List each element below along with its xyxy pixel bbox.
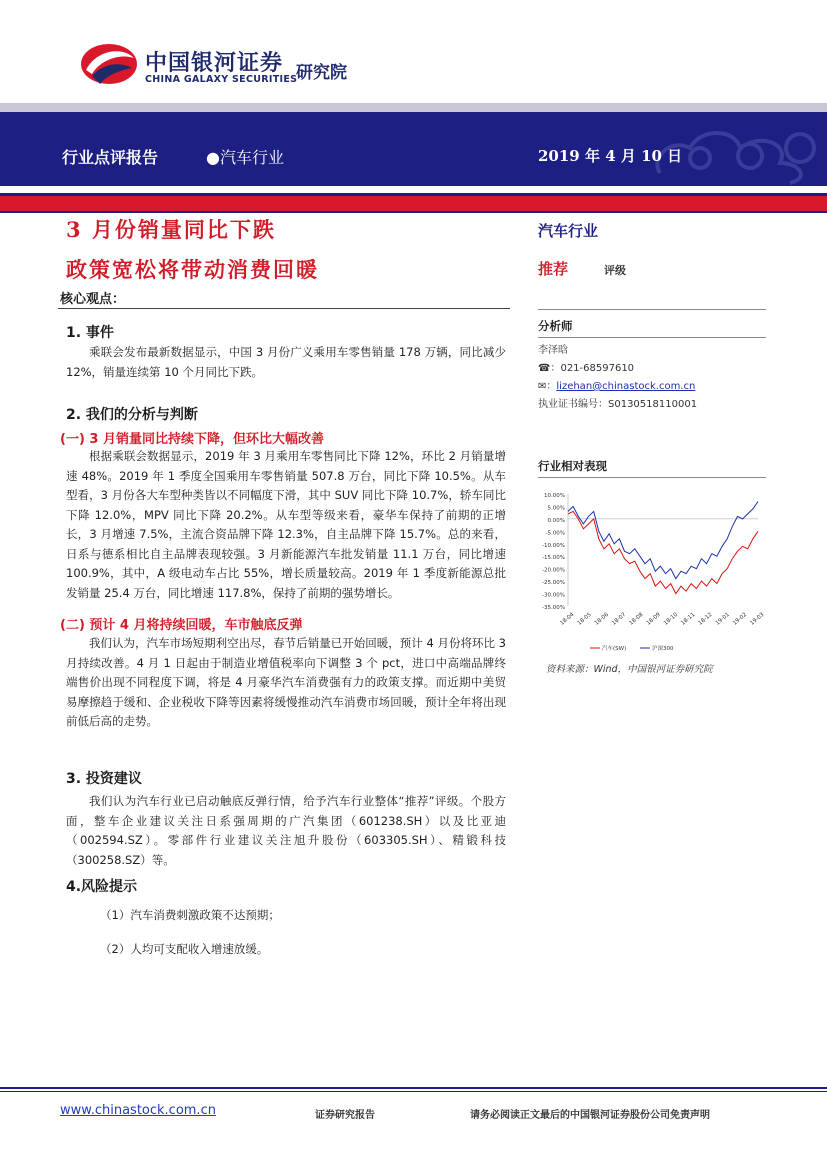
footer-disclaimer: 请务必阅读正文最后的中国银河证券股份公司免责声明 xyxy=(470,1110,710,1121)
risk-item: （2）人均可支配收入增速放缓。 xyxy=(100,942,269,956)
email-icon: ✉： xyxy=(538,381,557,392)
institute-name: 研究院 xyxy=(296,63,347,83)
section-paragraph: 我们认为，汽车市场短期利空出尽，春节后销量已开始回暖，预计 4 月份将环比 3 月持续改善。4 月 1 日起由于制造业增值税率向下调整 3 个 pct，进口中高端品牌终端售价出现不同程度下调，将是 4 月豪华汽车消费强有力的政策支撑。而近期中美贸易摩擦趋于缓和、企业税收下降等因素将缓慢推动汽车消费市场回暖，预计全年将出现前低后高的走势。 xyxy=(66,636,506,728)
x-tick-label: 18-10 xyxy=(662,611,680,627)
x-tick-label: 19-02 xyxy=(732,611,749,627)
analyst-phone: ☎：021-68597610 xyxy=(538,363,635,374)
title-line2: 政策宽松将带动消费回暖 xyxy=(66,257,319,282)
x-tick-label: 18-12 xyxy=(697,611,714,627)
banner-top-band xyxy=(0,103,827,112)
chart-source: 资料来源：Wind，中国银河证券研究院 xyxy=(546,664,713,675)
footer-rule-bottom xyxy=(0,1091,827,1092)
y-tick-label: -30.00% xyxy=(542,592,565,599)
logo xyxy=(78,40,140,88)
report-type: 行业点评报告 xyxy=(62,148,159,167)
x-tick-label: 19-01 xyxy=(714,611,731,627)
rating-value: 推荐 xyxy=(538,260,569,278)
galaxy-logo-icon xyxy=(78,40,140,88)
y-tick-label: -35.00% xyxy=(542,605,565,611)
analyst-email-row xyxy=(538,378,695,396)
rating-label: 评级 xyxy=(604,264,626,277)
y-tick-label: -25.00% xyxy=(542,580,565,587)
title-rule xyxy=(58,308,510,309)
analyst-heading: 分析师 xyxy=(538,319,573,333)
perf-heading: 行业相对表现 xyxy=(538,459,607,473)
sidebar-rule xyxy=(538,337,766,338)
x-tick-label: 18-09 xyxy=(645,611,662,627)
y-tick-label: -20.00% xyxy=(542,567,565,574)
x-tick-label: 18-08 xyxy=(628,611,645,627)
y-tick-label: 10.00% xyxy=(544,493,565,499)
subsection-heading: (二) 预计 4 月将持续回暖，车市触底反弹 xyxy=(60,618,303,633)
y-tick-label: -5.00% xyxy=(545,530,565,537)
relative-performance-chart xyxy=(530,484,766,660)
section-heading: 3. 投资建议 xyxy=(66,771,142,787)
legend-label: 沪深300 xyxy=(652,646,674,652)
section-paragraph: 乘联会发布最新数据显示，中国 3 月份广义乘用车零售销量 178 万辆，同比减少 12%，销量连续第 10 个月同比下跌。 xyxy=(66,345,506,379)
section-paragraph: 根据乘联会数据显示，2019 年 3 月乘用车零售同比下降 12%，环比 2 月销量增速 48%。2019 年 1 季度全国乘用车零售销量 507.8 万台，同比下降 10.5%。从车型看，3 月份各大车型种类皆以不同幅度下滑，其中 SUV 同比下降 10.7%，轿车同比下降 12.0%，MPV 同比下降 20.2%。从车型等级来看，豪华车保持了前期的正增长，3 月增速 7.5%，主流合资品牌下降 12.3%，自主品牌下降 15.7%。总的来看，日系与德系相比自主品牌表现较强。3 月新能源汽车批发销量 11.1 万台，同比增速 100.9%，其中，A 级电动车占比 55%，增长质量较高。2019 年 1 季度新能源总批发销量 25.4 万台，同比增速 117.8%，保持了前期的强势增长。 xyxy=(66,449,506,600)
sidebar-rule xyxy=(538,477,766,478)
x-tick-label: 18-11 xyxy=(680,611,697,627)
report-date: 2019 年 4 月 10 日 xyxy=(538,147,683,165)
footer-url[interactable]: www.chinastock.com.cn xyxy=(60,1103,216,1118)
series-line-1 xyxy=(568,502,758,579)
footer-rule-top xyxy=(0,1087,827,1089)
y-tick-label: -15.00% xyxy=(542,555,565,562)
y-tick-label: 0.00% xyxy=(547,517,565,524)
core-view-label: 核心观点： xyxy=(60,292,126,307)
analyst-name: 李泽晗 xyxy=(538,345,568,356)
section-heading: 4.风险提示 xyxy=(66,879,138,895)
analyst-cert: 执业证书编号：S0130518110001 xyxy=(538,399,698,410)
x-tick-label: 18-07 xyxy=(611,611,628,627)
sidebar-industry: 汽车行业 xyxy=(538,222,599,240)
brand-en: CHINA GALAXY SECURITIES xyxy=(145,74,298,85)
section-heading: 2. 我们的分析与判断 xyxy=(66,407,198,423)
x-tick-label: 18-04 xyxy=(559,611,576,627)
x-tick-label: 19-03 xyxy=(749,611,766,627)
section-paragraph: 我们认为汽车行业已启动触底反弹行情，给予汽车行业整体“推荐”评级。个股方面，整车企业建议关注日系强周期的广汽集团（601238.SH）以及比亚迪（002594.SZ）。零部件行业建议关注旭升股份（603305.SH）、精锻科技（300258.SZ）等。 xyxy=(66,794,506,867)
x-tick-label: 18-05 xyxy=(576,611,593,627)
banner-industry: ●汽车行业 xyxy=(206,148,284,167)
sidebar-rule xyxy=(538,309,766,310)
analyst-email-link[interactable]: lizehan@chinastock.com.cn xyxy=(556,381,696,392)
title-line1: 3 月份销量同比下跌 xyxy=(66,217,276,242)
footer-center: 证券研究报告 xyxy=(315,1110,375,1121)
subsection-heading: (一) 3 月销量同比持续下降，但环比大幅改善 xyxy=(60,432,324,447)
banner-red-band xyxy=(0,196,827,211)
risk-item: （1）汽车消费刺激政策不达预期； xyxy=(100,908,280,922)
section-heading: 1. 事件 xyxy=(66,325,114,341)
brand-cn: 中国银河证券 xyxy=(145,51,284,76)
legend-label: 汽车(SW) xyxy=(602,646,627,652)
y-tick-label: 5.00% xyxy=(547,505,565,512)
y-tick-label: -10.00% xyxy=(542,542,565,549)
x-tick-label: 18-06 xyxy=(593,611,610,627)
